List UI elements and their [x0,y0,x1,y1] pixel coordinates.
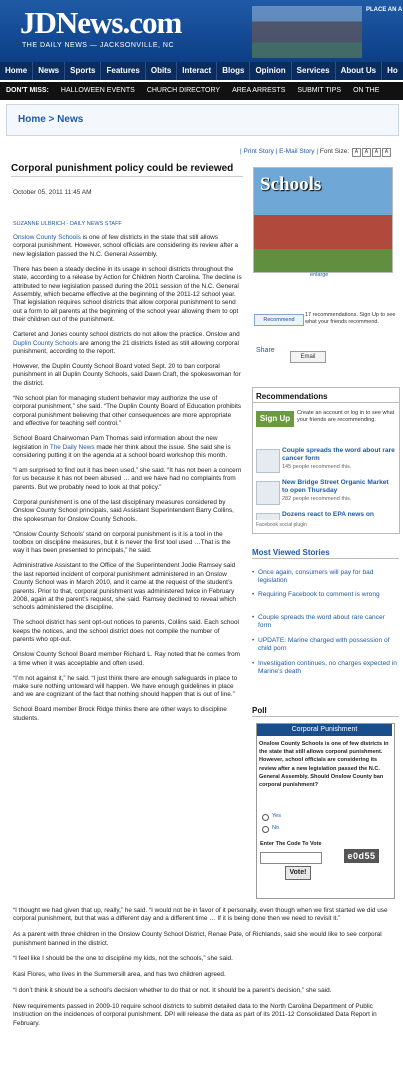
nav-sports[interactable]: Sports [65,62,101,80]
secondary-nav [0,82,403,100]
nav-opinion[interactable]: Opinion [250,62,291,80]
onslow-schools-link[interactable]: Onslow County Schools [13,234,81,241]
duplin-schools-link[interactable]: Duplin County Schools [13,339,78,347]
site-logo[interactable]: JDNews.com [20,5,182,40]
story-thumbnail [256,449,280,473]
dont-miss-label: DON'T MISS: [6,87,49,94]
recommendation-title[interactable]: Dozens react to EPA news on [282,511,374,518]
poll-question: Onslow County Schools is one of few districts in the state that still allows corporal punishment. However, school officials are considering its review after a new legislation passed the N.C. General Assembly. Should Onslow County ban corporal punishment? [259,741,389,789]
article-body [13,234,242,730]
vote-button[interactable]: Vote! [285,866,311,880]
nav-obits[interactable]: Obits [146,62,177,80]
vote-code-label: Enter The Code To Vote [260,841,322,847]
daily-news-link[interactable]: The Daily News [49,443,95,451]
header-photo [252,6,362,58]
create-account-text: Create an account or log in to see what your friends are recommending. [297,410,395,424]
poll-yes-label[interactable]: Yes [272,813,281,819]
paragraph [13,234,242,259]
email-button[interactable]: Email [290,351,326,363]
paragraph: New requirements passed in 2009-10 require school districts to submit detailed data to the North Carolina Department of Public Instruction on the incidences of corporal punishment. DPI will release the data as part of its 2011-12 Consolidated Data Report in February. [13,1002,377,1027]
paragraph [13,435,242,460]
story-thumbnail [256,481,280,505]
article-tools: | Print Story | E-Mail Story | Font Size: A A A A [240,148,391,157]
recommendation-item[interactable] [256,511,396,520]
article-byline: SUZANNE ULBRICH - DAILY NEWS STAFF [13,221,122,227]
recommendation-count: 145 people recommend this. [282,464,352,470]
most-viewed-item[interactable]: • Requiring Facebook to comment is wrong [258,591,398,599]
paragraph: “I feel like I should be the one to discipline my kids, not the schools,” she said. [13,955,233,963]
most-viewed-item[interactable]: • Once again, consumers will pay for bad legislation [258,569,398,585]
recommendation-item[interactable] [256,479,396,507]
poll-yes-radio[interactable] [262,814,269,821]
recommendations-divider [252,402,399,403]
article-body-continued [13,907,400,1035]
paragraph: However, the Duplin County School Board voted Sept. 20 to ban corporal punishment in all Duplin County Schools, said Dawn Craft, the spokeswoman for the district. [13,363,241,387]
nav-interact[interactable]: Interact [177,62,217,80]
font-size-a3-button[interactable]: A [372,148,381,157]
paragraph-text: are among the 21 districts listed as still allowing corporal punishment, according to the report. [13,339,239,356]
facebook-plugin-label[interactable]: Facebook social plugin [256,522,307,528]
paragraph: Onslow County School Board member Richard L. Ray noted that he comes from a time when it was acceptable and often used. [13,651,240,667]
most-viewed-title: Most Viewed Stories [252,548,330,557]
nav-blogs[interactable]: Blogs [217,62,250,80]
recommendation-title[interactable]: Couple spreads the word about rare cancer form [282,447,395,462]
captcha-image: e0d55 [344,849,379,863]
paragraph: Corporal punishment is one of the last disciplinary measures considered by Onslow County School principals, said Assistant Superintendent Barry Collins, the spokesman for Onslow County Schools. [13,498,234,523]
nav-on-the[interactable]: ON THE [353,87,380,94]
recommendation-item[interactable] [256,447,396,475]
breadcrumb[interactable]: Home > News [18,114,84,125]
most-viewed-divider [252,558,399,559]
article-headline: Corporal punishment policy could be reviewed [11,163,234,174]
recommendations-title: Recommendations [256,392,328,401]
paragraph: Kasi Flores, who lives in the Summersill area, and has two children agreed. [13,971,226,979]
paragraph: “I’m not against it,” he said. “I just think there are enough safeguards in place to make sure nothing untoward will happen. We have enough guidelines in place and we are cognizant of the fact that nothing should happen that is out of line.” [13,674,238,699]
recommendation-title[interactable]: New Bridge Street Organic Market to open Thursday [282,479,389,494]
paragraph: “I thought we had given that up, really,” he said. “I would not be in favor of it personally, even though when we first started we did use corporal punishment, but that was a different day and a different time … If it is being done then we need to revisit it.” [13,907,388,923]
facebook-recommend-button[interactable]: Recommend [254,314,304,326]
share-link[interactable]: Share [256,347,275,354]
headline-divider [11,176,243,177]
font-size-label: Font Size: [319,148,350,155]
font-size-a2-button[interactable]: A [362,148,371,157]
paragraph: As a parent with three children in the Onslow County School District, Renae Pate, of Richlands, said she would like to see corporal punishment banned in the district. [13,931,382,947]
most-viewed-item[interactable]: • Couple spreads the word about rare cancer form [258,614,398,630]
article-dateline: October 05, 2011 11:45 AM [13,189,92,196]
paragraph: “I am surprised to find out it has been used,” she said. “It has not been a concern for us because it has not been abused … and we have had no complaints from parents. But we probably need to look at that policy.” [13,466,242,491]
nav-more[interactable]: Ho [382,62,403,80]
recommend-count-text: 17 recommendations. Sign Up to see what your friends recommend. [305,312,396,325]
paragraph: “I don’t think it should be a school’s decision whether to do that or not. It should be a parent’s decision,” she said. [13,987,332,994]
nav-submit-tips[interactable]: SUBMIT TIPS [297,87,342,94]
paragraph-text: made her think about the issue. She said she is considering putting it on the agenda at a school board workshop this month. [13,443,231,459]
paragraph-text: Carteret and Jones county school districts do not allow the practice. Onslow and [13,331,240,339]
paragraph: School Board member Brock Ridge thinks there are other ways to discipline students. [13,706,227,722]
paragraph [13,331,242,356]
paragraph-text: is one of few districts in the state that still allows corporal punishment. However, school officials are considering its review after a new legislation passed the N.C. General Assembly. [13,234,239,258]
paragraph: Administrative Assistant to the Office of the Superintendent Jodie Ramsey said the last reported incident of corporal punishment administered in an Onslow County School was in March 2010, and it came at the request of the student’s parents. Prior to that, corporal punishment was administered twice in February 2008, again at the parent’s request, she said. Ramsey declined to reveal which schools administered the discipline. [13,562,236,612]
paragraph: “No school plan for managing student behavior may authorize the use of corporal punishment,” she said. “The Duplin County Board of Education prohibits corporal punishment believing that other consequences are more appropriate and effective for teaching self control.” [13,394,242,428]
font-size-a1-button[interactable]: A [352,148,361,157]
enlarge-link[interactable]: enlarge [310,272,329,278]
poll-no-label[interactable]: No [272,825,280,831]
print-story-link[interactable]: Print Story [243,148,274,155]
primary-nav [0,62,403,80]
recommendation-count: 282 people recommend this. [282,496,352,502]
nav-features[interactable]: Features [101,62,145,80]
site-tagline: THE DAILY NEWS — JACKSONVILLE, NC [22,42,174,49]
nav-area-arrests[interactable]: AREA ARRESTS [232,87,286,94]
paragraph: There has been a steady decline in its usage in school districts throughout the state, according to a release by Action for Children North Carolina. The decline is attributed to new legislation passed during the 2011 session of the N.C. General Assembly, which became effective at the beginning of the 2011-12 school year. That legislation requires school districts that allow corporal punishment to send out a form to all parents at the beginning of the school year allowing them to opt their children out of the punishment. [13,265,242,324]
story-thumbnail [256,513,280,520]
poll-divider [252,716,399,717]
nav-church-directory[interactable]: CHURCH DIRECTORY [146,87,221,94]
most-viewed-item[interactable]: • Investigation continues, no charges expected in Marine's death [258,660,398,676]
font-size-a4-button[interactable]: A [382,148,391,157]
vote-code-input[interactable] [260,852,322,864]
paragraph: The school district has sent opt-out notices to parents, Collins said. Each school keeps the notices, and the school district does not compile the number of parents who opt-out. [13,619,239,644]
place-ad-link[interactable]: PLACE AN A [366,7,403,13]
nav-home[interactable]: Home [0,62,33,80]
photo-title: Schools [260,174,322,195]
paragraph: “Onslow County Schools’ stand on corporal punishment is it is a tool in the toolbox on discipline measures, but it is never the first tool used …That is the way it has been presented to principals,” he said. [13,530,231,555]
nav-news[interactable]: News [33,62,65,80]
poll-no-radio[interactable] [262,826,269,833]
signup-button[interactable]: Sign Up [256,411,294,427]
nav-halloween-events[interactable]: HALLOWEEN EVENTS [60,87,135,94]
nav-services[interactable]: Services [292,62,336,80]
most-viewed-item[interactable]: • UPDATE: Marine charged with possession of child porn [258,637,398,653]
paragraph-text: School Board Chairwoman Pam Thomas said information about the new legislation in [13,435,218,451]
poll-title: Poll [252,706,267,715]
nav-about-us[interactable]: About Us [336,62,383,80]
email-story-link[interactable]: E-Mail Story [279,148,315,155]
poll-header: Corporal Punishment [257,724,392,736]
